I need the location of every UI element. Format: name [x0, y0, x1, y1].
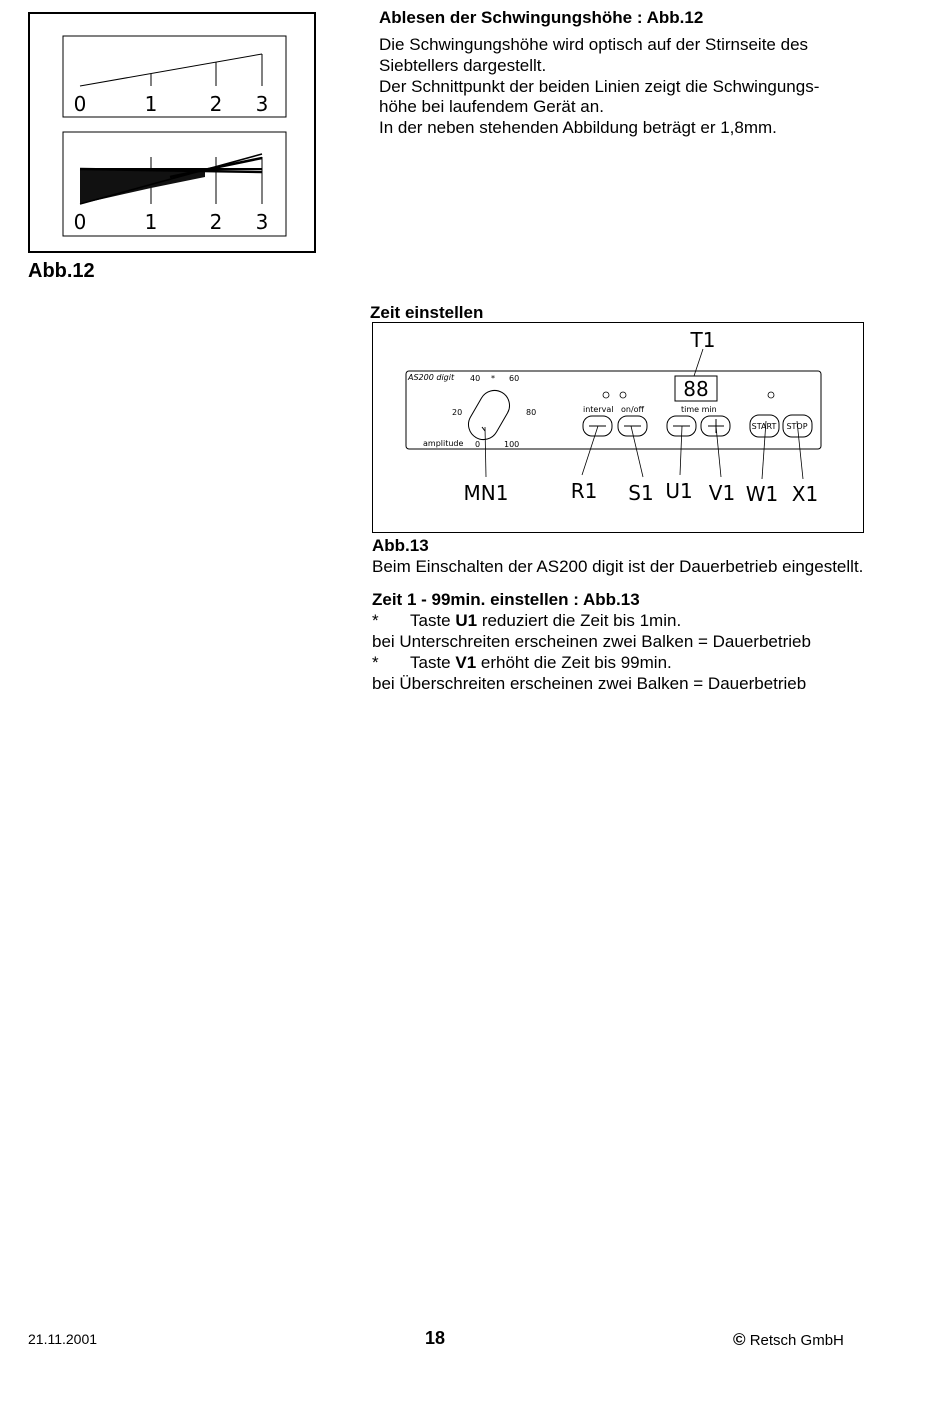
figure-12-caption: Abb.12	[28, 260, 95, 282]
callout-mn1: MN1	[463, 481, 509, 505]
interval-led-icon	[603, 392, 609, 398]
copyright-icon: ©	[733, 1330, 746, 1349]
section1-line-4: höhe bei laufendem Gerät an.	[379, 97, 604, 116]
page-number: 18	[425, 1328, 446, 1348]
vibration-scale-illustration	[30, 14, 314, 251]
scale-top-tick-3: 3	[255, 92, 269, 116]
list-item: bei Unterschreiten erscheinen zwei Balken = Dauerbetrieb	[372, 632, 811, 651]
figure-13-caption: Abb.13	[372, 536, 429, 555]
time-display-value: 88	[683, 377, 709, 401]
scale-bottom-tick-2: 2	[209, 210, 223, 234]
amplitude-dial[interactable]	[463, 385, 515, 445]
section1-line-2: Siebtellers dargestellt.	[379, 56, 547, 75]
dial-mark-100: 100	[504, 440, 520, 449]
section1-line-5: In der neben stehenden Abbildung beträgt er 1,8mm.	[379, 118, 777, 137]
bullet: *	[372, 611, 379, 630]
time-plus-button[interactable]	[701, 416, 730, 436]
callout-w1: W1	[745, 482, 779, 506]
start-led-icon	[768, 392, 774, 398]
list-item: * Taste V1 erhöht die Zeit bis 99min.	[372, 653, 672, 672]
dial-mark-star: *	[491, 374, 495, 383]
scale-top-tick-2: 2	[209, 92, 223, 116]
dial-mark-40: 40	[470, 374, 481, 383]
callout-r1: R1	[570, 479, 598, 503]
list-item: * Taste U1 reduziert die Zeit bis 1min.	[372, 611, 682, 630]
dial-mark-20: 20	[452, 408, 463, 417]
scale-box-top	[63, 36, 286, 117]
section1-line-1: Die Schwingungshöhe wird optisch auf der Stirnseite des	[379, 35, 809, 54]
label-time: time min	[681, 405, 717, 414]
start-button[interactable]	[750, 415, 779, 437]
stop-button-label: STOP	[786, 422, 808, 431]
dial-mark-80: 80	[526, 408, 537, 417]
scale-bottom-tick-1: 1	[144, 210, 158, 234]
scale-top-tick-1: 1	[144, 92, 158, 116]
figure-12	[28, 12, 316, 253]
dial-mark-0: 0	[475, 440, 481, 449]
figure-13	[372, 322, 864, 533]
intro-text: Beim Einschalten der AS200 digit ist der Dauerbetrieb eingestellt.	[372, 557, 864, 576]
footer-date: 21.11.2001	[28, 1331, 98, 1347]
callout-v1: V1	[708, 481, 736, 505]
list-item: bei Überschreiten erscheinen zwei Balken = Dauerbetrieb	[372, 674, 807, 693]
scale-top-tick-0: 0	[73, 92, 87, 116]
start-button-label: START	[751, 422, 777, 431]
key-v1: V1	[455, 653, 477, 672]
callout-u1: U1	[665, 479, 693, 503]
key-u1: U1	[455, 611, 478, 630]
interval-button[interactable]	[583, 416, 612, 436]
dial-mark-60: 60	[509, 374, 520, 383]
callout-t1: T1	[690, 328, 716, 352]
callout-s1: S1	[628, 481, 654, 505]
section2-heading: Zeit einstellen	[370, 303, 484, 322]
footer-copyright	[733, 1330, 844, 1350]
section1-line-3: Der Schnittpunkt der beiden Linien zeigt die Schwingungs-	[379, 77, 820, 96]
control-panel-illustration	[373, 323, 862, 531]
company-name: Retsch GmbH	[749, 1332, 844, 1349]
callout-x1: X1	[791, 482, 819, 506]
scale-bottom-tick-3: 3	[255, 210, 269, 234]
subheading: Zeit 1 - 99min. einstellen : Abb.13	[372, 590, 640, 609]
onoff-led-icon	[620, 392, 626, 398]
scale-bottom-tick-0: 0	[73, 210, 87, 234]
dial-label-amplitude: amplitude	[423, 439, 464, 448]
label-onoff: on/off	[621, 405, 645, 414]
bullet: *	[372, 653, 379, 672]
section1-heading: Ablesen der Schwingungshöhe : Abb.12	[379, 8, 704, 27]
label-interval: interval	[583, 405, 614, 414]
panel-model-label: AS200 digit	[408, 373, 455, 382]
